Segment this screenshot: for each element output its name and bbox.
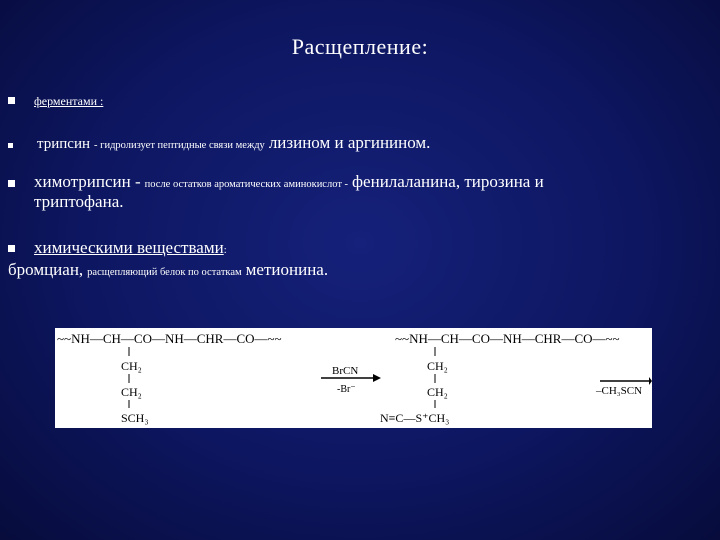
chymotrypsin-targets-2: триптофана. xyxy=(34,192,124,211)
left-backbone: ~~NH—CH—CO—NH—CHR—CO—~~ xyxy=(57,331,282,346)
left-sch3: SCH₃ xyxy=(121,411,149,425)
chemicals-line xyxy=(34,238,227,258)
trypsin-targets: лизином и аргинином. xyxy=(268,133,431,152)
chemicals-label: химическими веществами xyxy=(34,238,224,257)
left-ch2-a: CH₂ xyxy=(121,359,142,373)
chymotrypsin-name: химотрипсин - xyxy=(34,172,141,191)
enzymes-label: ферментами : xyxy=(34,94,104,108)
right-backbone: ~~NH—CH—CO—NH—CHR—CO—~~ xyxy=(395,331,620,346)
right-sulfonium: N≡C—S⁺CH₃ xyxy=(380,411,450,425)
trypsin-name: трипсин xyxy=(37,136,91,152)
bullet-square-icon xyxy=(8,143,13,148)
chymotrypsin-line xyxy=(34,172,544,192)
reaction-svg xyxy=(55,328,652,428)
right-ch2-a: CH₂ xyxy=(427,359,448,373)
bromcyan-line xyxy=(8,260,328,280)
bullet-square-icon xyxy=(8,245,15,252)
reaction-scheme xyxy=(55,328,652,428)
reaction-arrow-head-icon xyxy=(373,374,381,382)
trypsin-desc: - гидролизует пептидные связи между xyxy=(94,140,265,151)
reagent-label: BrCN xyxy=(332,365,359,377)
slide-title: Расщепление: xyxy=(291,34,429,59)
chemicals-colon: : xyxy=(223,245,227,256)
right-ch2-b: CH₂ xyxy=(427,385,448,399)
release-arrow-head-icon xyxy=(649,377,652,385)
left-ch2-b: CH₂ xyxy=(121,385,142,399)
bromcyan-target: метионина. xyxy=(245,260,329,279)
bromcyan-name: бромциан, xyxy=(8,260,84,279)
release-label: –CH₃SCN xyxy=(596,385,643,397)
chymotrypsin-line-2 xyxy=(34,192,124,212)
bullet-square-icon xyxy=(8,97,15,104)
chymotrypsin-targets: фенилаланина, тирозина и xyxy=(352,172,544,191)
chymotrypsin-desc: после остатков ароматических аминокислот - xyxy=(144,179,349,190)
bullet-square-icon xyxy=(8,180,15,187)
bromcyan-desc: расщепляющий белок по остаткам xyxy=(87,267,242,278)
trypsin-line xyxy=(37,133,430,153)
enzymes-line xyxy=(34,92,103,110)
byproduct-label: -Br⁻ xyxy=(337,384,356,395)
